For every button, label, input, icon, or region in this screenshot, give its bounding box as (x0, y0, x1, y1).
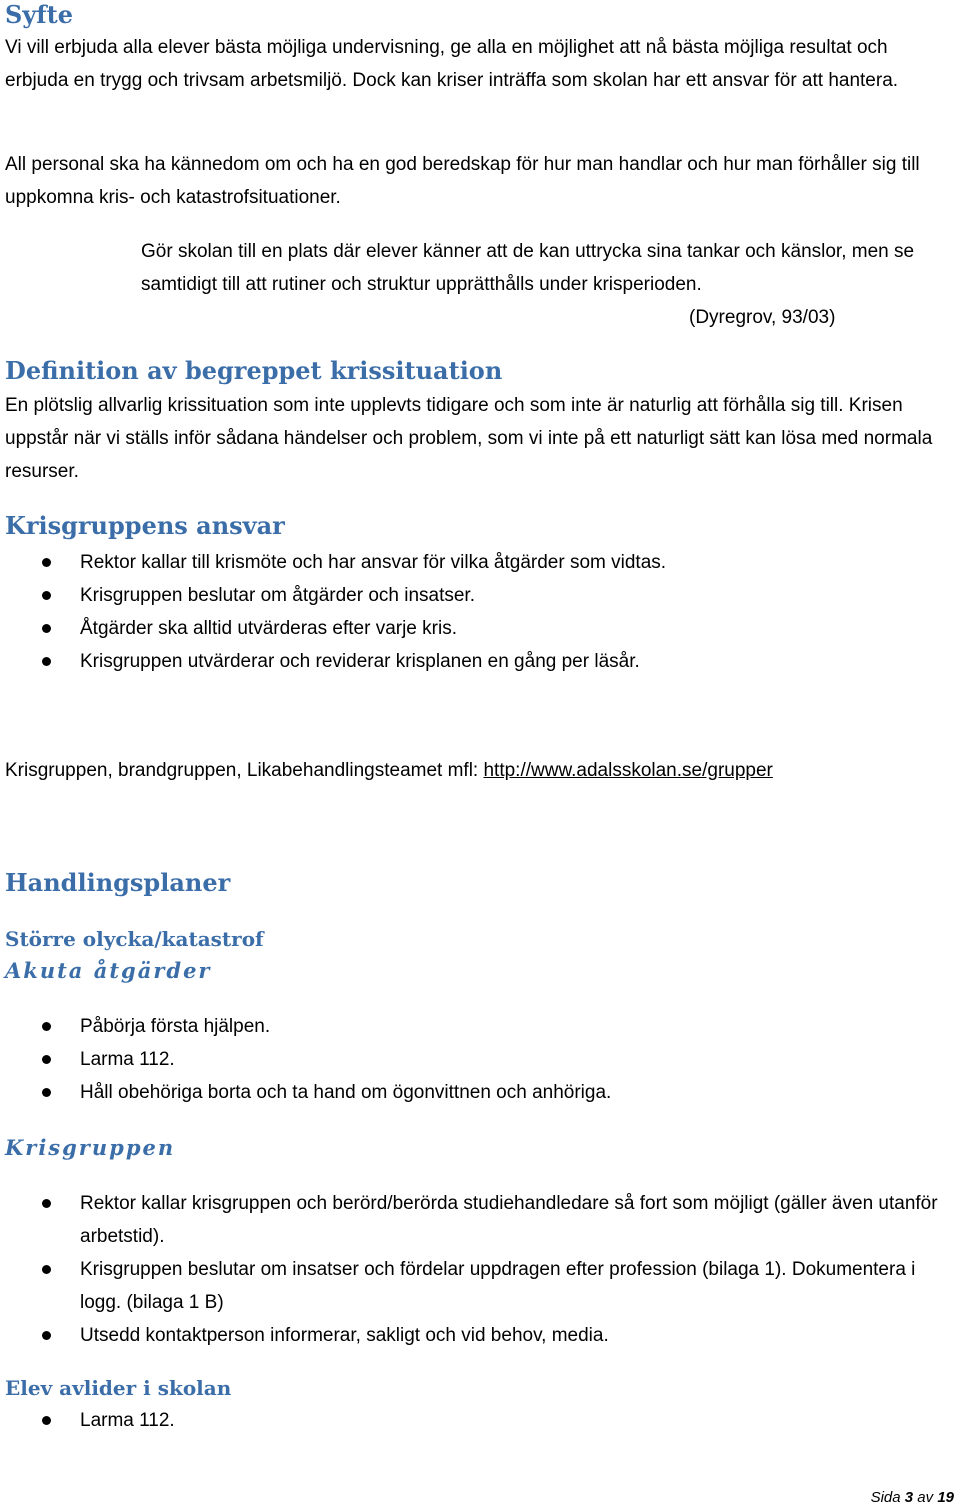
list-item: Krisgruppen beslutar om åtgärder och insatser. (5, 579, 954, 612)
syfte-paragraph-2: All personal ska ha kännedom om och ha en god beredskap för hur man handlar och hur man förhåller sig till uppkomna kris- och katastrofsituationer. (5, 154, 920, 208)
heading-krisgruppens-ansvar: Krisgruppens ansvar (5, 511, 285, 540)
quote-citation: (Dyregrov, 93/03) (689, 307, 836, 328)
heading-akuta-atgarder: Akuta åtgärder (5, 958, 212, 983)
list-item: Rektor kallar krisgruppen och berörd/berörda studiehandledare så fort som möjligt (gäller även utanför arbetstid). (5, 1187, 954, 1253)
heading-krisgruppen: Krisgruppen (5, 1135, 176, 1160)
footer-page-total: 19 (937, 1489, 954, 1506)
list-item: Påbörja första hjälpen. (5, 1010, 954, 1043)
definition-paragraph-container (5, 389, 954, 488)
syfte-paragraph-2-container (5, 148, 954, 214)
list-item: Larma 112. (5, 1404, 954, 1437)
section-handlingsplaner (5, 868, 954, 898)
bullet-icon (42, 1088, 51, 1097)
heading-syfte: Syfte (5, 0, 73, 29)
bullet-icon (42, 558, 51, 567)
bullet-icon (42, 1199, 51, 1208)
heading-akuta-atgarder-container (5, 957, 954, 985)
heading-elev-avlider: Elev avlider i skolan (5, 1376, 232, 1400)
heading-elev-avlider-container (5, 1375, 954, 1401)
list-item: Larma 112. (5, 1043, 954, 1076)
footer-prefix: Sida (870, 1489, 905, 1506)
syfte-paragraph-1-container (5, 31, 954, 97)
list-item: Åtgärder ska alltid utvärderas efter varje kris. (5, 612, 954, 645)
section-krisgruppens-ansvar (5, 511, 954, 541)
block-quote: Gör skolan till en plats där elever känner att de kan uttrycka sina tankar och känslor, men se samtidigt till att rutiner och struktur upprätthålls under krisperioden. (141, 241, 915, 295)
page-footer (871, 1488, 954, 1508)
akuta-list-container (5, 1010, 954, 1109)
krisgruppen-list (5, 1187, 954, 1352)
groups-line (5, 754, 954, 787)
heading-krisgruppen-container (5, 1134, 954, 1162)
list-item: Krisgruppen utvärderar och reviderar krisplanen en gång per läsår. (5, 645, 954, 678)
bullet-icon (42, 1331, 51, 1340)
akuta-atgarder-list (5, 1010, 954, 1109)
section-definition (5, 356, 954, 386)
heading-handlingsplaner: Handlingsplaner (5, 868, 231, 897)
bullet-icon (42, 657, 51, 666)
elev-avlider-list (5, 1404, 954, 1437)
list-item: Håll obehöriga borta och ta hand om ögonvittnen och anhöriga. (5, 1076, 954, 1109)
krisgruppens-ansvar-list (5, 546, 954, 678)
syfte-paragraph-1: Vi vill erbjuda alla elever bästa möjliga undervisning, ge alla en möjlighet att nå bästa möjliga resultat och erbjuda en trygg och trivsam arbetsmiljö. Dock kan kriser inträffa som skolan har ett ansvar för att hantera. (5, 37, 899, 91)
bullet-icon (42, 1265, 51, 1274)
krisgruppen-list-container (5, 1187, 954, 1352)
heading-definition: Definition av begreppet krissituation (5, 356, 503, 385)
section-syfte (5, 0, 954, 30)
subheading-storre-olycka-container (5, 926, 954, 952)
subheading-storre-olycka: Större olycka/katastrof (5, 927, 264, 951)
list-item: Krisgruppen beslutar om insatser och fördelar uppdragen efter profession (bilaga 1). Dokumentera i logg. (bilaga 1 B) (5, 1253, 954, 1319)
definition-paragraph: En plötslig allvarlig krissituation som inte upplevts tidigare och som inte är naturlig att förhålla sig till. Krisen uppstår när vi ställs inför sådana händelser och problem, som vi inte på ett naturligt sätt kan lösa med normala resurser. (5, 395, 933, 482)
list-item: Utsedd kontaktperson informerar, sakligt och vid behov, media. (5, 1319, 954, 1352)
bullet-icon (42, 1055, 51, 1064)
bullet-icon (42, 624, 51, 633)
footer-middle: av (913, 1489, 938, 1506)
krisgruppens-ansvar-list-container (5, 546, 954, 678)
footer-page-number: 3 (904, 1489, 914, 1506)
elev-avlider-list-container (5, 1404, 954, 1437)
bullet-icon (42, 1022, 51, 1031)
list-item: Rektor kallar till krismöte och har ansvar för vilka åtgärder som vidtas. (5, 546, 954, 579)
groups-line-text: Krisgruppen, brandgruppen, Likabehandlingsteamet mfl: (5, 760, 484, 781)
groups-link[interactable]: http://www.adalsskolan.se/grupper (483, 760, 773, 781)
bullet-icon (42, 591, 51, 600)
bullet-icon (42, 1416, 51, 1425)
